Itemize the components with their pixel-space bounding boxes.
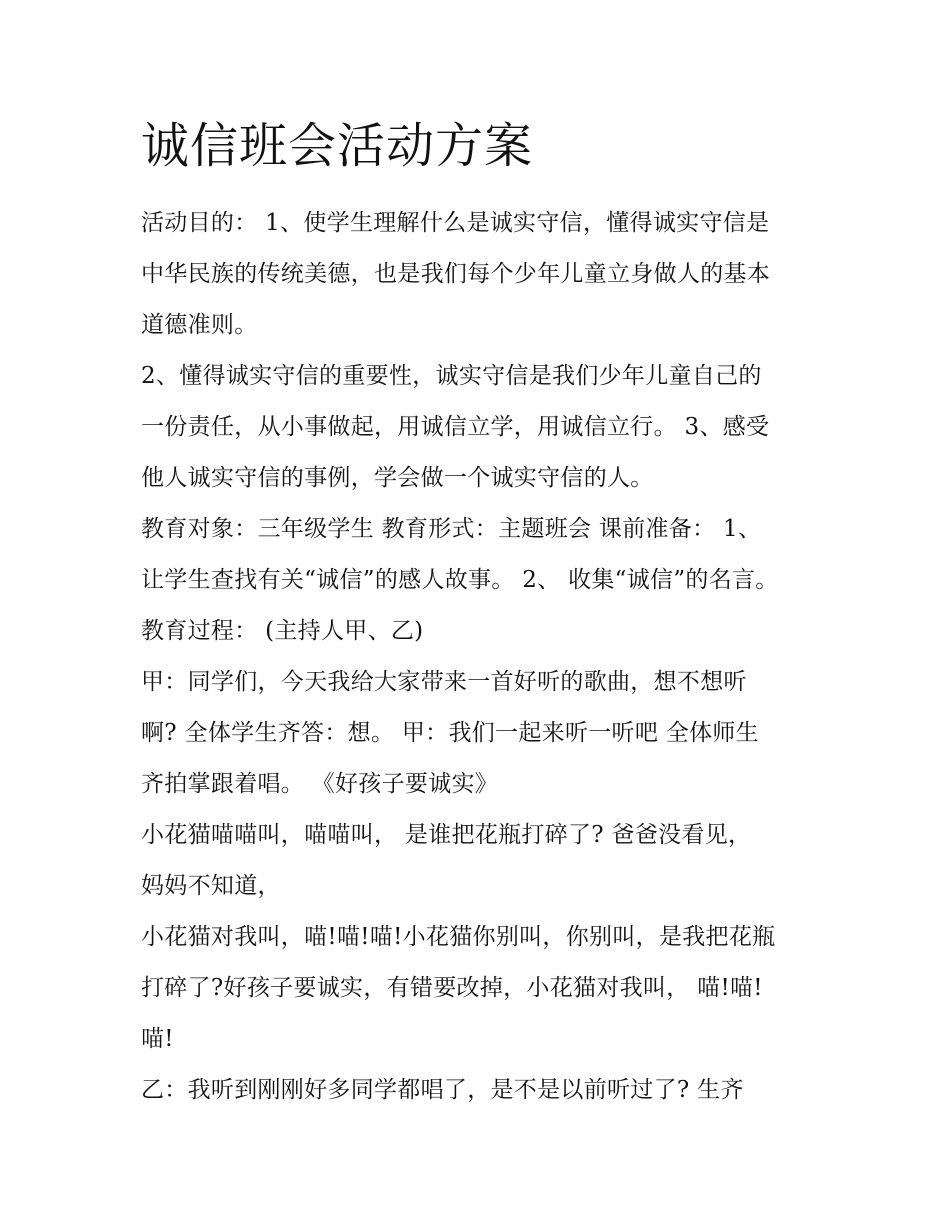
text-line: 乙：我听到刚刚好多同学都唱了，是不是以前听过了? 生齐 (141, 1077, 744, 1103)
text-line: 一份责任，从小事做起，用诚信立学，用诚信立行。 3、感受 (141, 414, 770, 440)
text-line: 教育过程： (主持人甲、乙) (141, 618, 424, 644)
text-line: 齐拍掌跟着唱。 《好孩子要诚实》 (141, 771, 499, 797)
text-line: 喵! (141, 1026, 174, 1052)
text-line: 啊? 全体学生齐答：想。 甲：我们一起来听一听吧 全体师生 (141, 720, 759, 746)
text-line: 教育对象：三年级学生 教育形式：主题班会 课前准备： 1、 (141, 516, 762, 542)
text-line: 活动目的： 1、使学生理解什么是诚实守信，懂得诚实守信是 (141, 210, 770, 236)
document-title: 诚信班会活动方案 (141, 118, 534, 174)
text-line: 道德准则。 (141, 312, 258, 338)
text-line: 中华民族的传统美德，也是我们每个少年儿童立身做人的基本 (141, 261, 771, 287)
text-line: 小花猫对我叫，喵!喵!喵!小花猫你别叫，你别叫，是我把花瓶 (141, 924, 776, 950)
text-line: 2、懂得诚实守信的重要性，诚实守信是我们少年儿童自己的 (141, 363, 762, 389)
text-line: 打碎了?好孩子要诚实，有错要改掉，小花猫对我叫， 喵!喵! (141, 975, 763, 1001)
text-line: 妈妈不知道， (141, 873, 281, 899)
document-body (141, 200, 821, 1118)
text-line: 小花猫喵喵叫，喵喵叫， 是谁把花瓶打碎了? 爸爸没看见， (141, 822, 752, 848)
text-line: 甲：同学们，今天我给大家带来一首好听的歌曲，想不想听 (141, 669, 747, 695)
text-line: 让学生查找有关“诚信”的感人故事。 2、 收集“诚信”的名言。 (141, 567, 779, 593)
text-line: 他人诚实守信的事例，学会做一个诚实守信的人。 (141, 465, 654, 491)
